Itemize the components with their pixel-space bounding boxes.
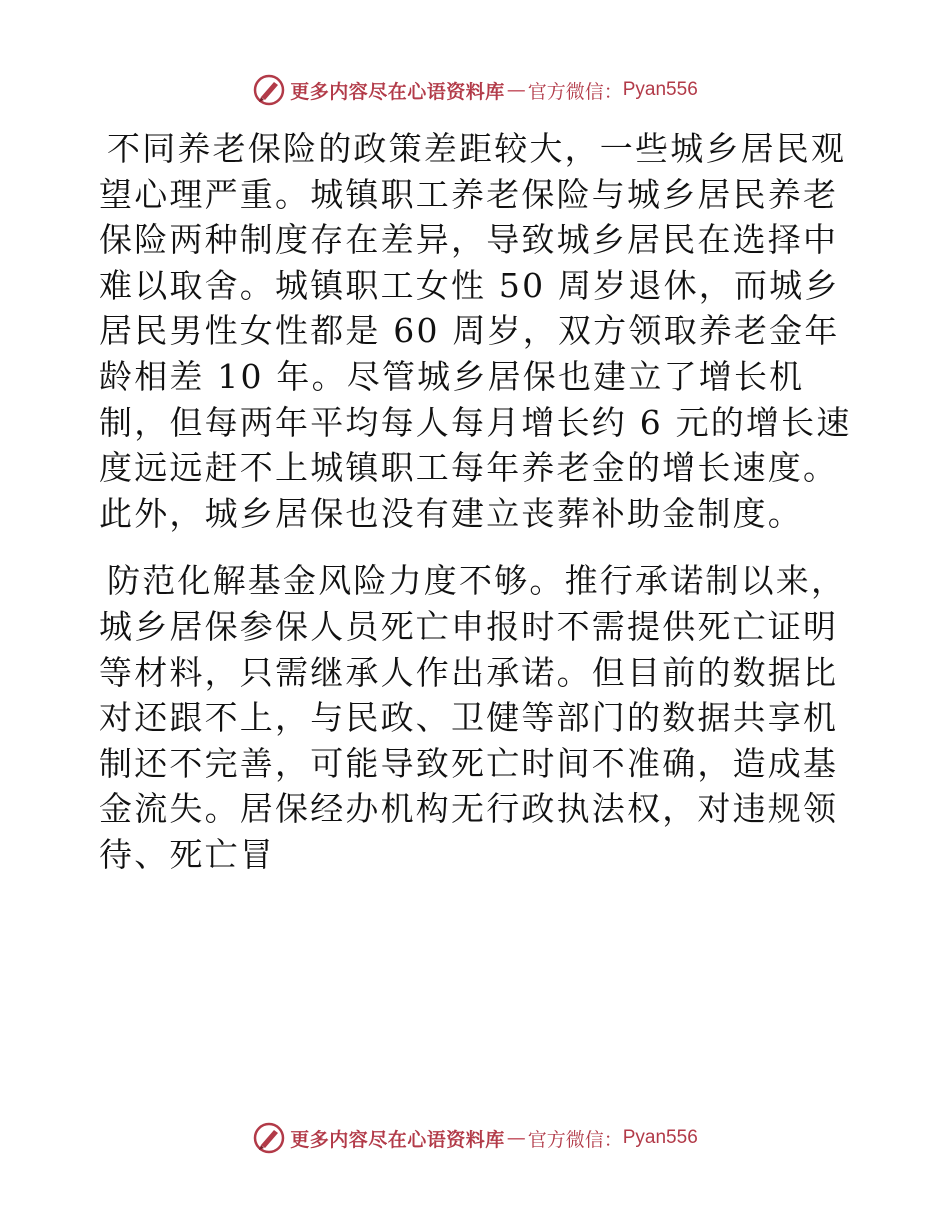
banner-wechat-id: Pyan556 bbox=[622, 1127, 698, 1148]
pen-logo-icon bbox=[252, 73, 286, 107]
banner-wechat-id: Pyan556 bbox=[622, 79, 698, 100]
banner-main-text: 更多内容尽在心语资料库 bbox=[290, 80, 505, 103]
paragraph-fund-risk: 防范化解基金风险力度不够。推行承诺制以来，城乡居保参保人员死亡申报时不需提供死亡证明等材料，只需继承人作出承诺。但目前的数据比对还跟不上，与民政、卫健等部门的数据共享机制还不完善，可能导致死亡时间不准确，造成基金流失。居保经办机构无行政执法权，对违规领待、死亡冒 bbox=[99, 561, 847, 874]
banner-wechat-label: 官方微信： bbox=[527, 1128, 623, 1151]
pen-logo-icon bbox=[252, 1121, 286, 1155]
banner-wechat-label: 官方微信： bbox=[527, 80, 623, 103]
header-watermark-banner bbox=[0, 70, 950, 110]
banner-separator: — bbox=[506, 79, 526, 101]
document-body bbox=[99, 126, 869, 878]
paragraph-pension-gap: 不同养老保险的政策差距较大，一些城乡居民观望心理严重。城镇职工养老保险与城乡居民养老保险两种制度存在差异，导致城乡居民在选择中难以取舍。城镇职工女性 50 周岁退休，而城乡居民男性女性都是 60 周岁，双方领取养老金年龄相差 10 年。尽管城乡居保也建立了增长机制，但每两年平均每人每月增长约 6 元的增长速度远远赶不上城镇职工每年养老金的增长速度。此外，城乡居保也没有建立丧葬补助金制度。 bbox=[99, 129, 852, 533]
banner-separator: — bbox=[506, 1127, 526, 1149]
footer-watermark-banner bbox=[0, 1118, 950, 1158]
banner-main-text: 更多内容尽在心语资料库 bbox=[290, 1128, 505, 1151]
